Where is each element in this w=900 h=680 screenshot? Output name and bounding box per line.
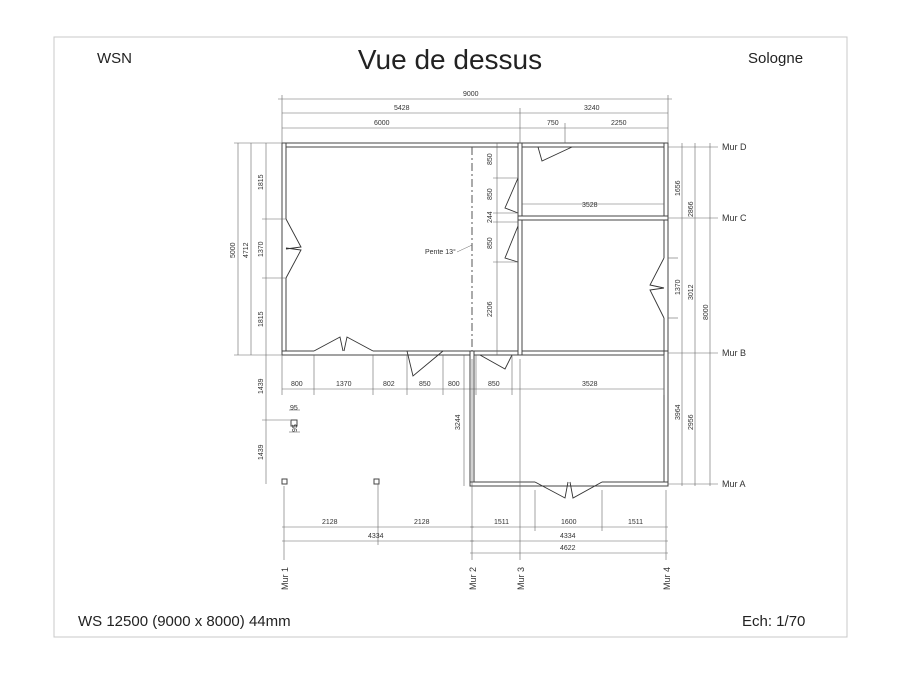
dim-802: 802 (383, 381, 395, 388)
dim-3964: 3964 (675, 404, 682, 420)
wall-d (282, 143, 668, 147)
label-mur-b: Mur B (722, 348, 747, 358)
openings (286, 147, 664, 498)
label-mur-a: Mur A (722, 479, 746, 489)
page-title: Vue de dessus (357, 44, 543, 75)
dim-1511-b: 1511 (628, 519, 644, 526)
dim-8000: 8000 (703, 304, 710, 320)
door-top (538, 147, 572, 161)
dim-850-d: 850 (419, 381, 431, 388)
brand-label: WSN (97, 50, 132, 67)
dim-1370-left: 1370 (258, 241, 265, 257)
dim-3528-bottom: 3528 (582, 381, 598, 388)
dim-9000: 9000 (463, 91, 479, 98)
dim-4712: 4712 (243, 242, 250, 258)
scale-label: Ech: 1/70 (742, 613, 806, 630)
dim-850-c: 850 (487, 237, 494, 249)
page-border (54, 37, 847, 637)
dim-850-b: 850 (487, 188, 494, 200)
dim-95-b: 95 (292, 424, 299, 432)
slope-note: Pente 13° (425, 249, 456, 256)
dim-2128-b: 2128 (414, 519, 430, 526)
dim-1370-b: 1370 (336, 381, 352, 388)
dim-850-e: 850 (488, 381, 500, 388)
dim-2206: 2206 (487, 301, 494, 317)
door-mur-b-right (480, 355, 512, 369)
dim-1656: 1656 (675, 180, 682, 196)
door-mur3-upper (505, 178, 518, 213)
label-mur-2: Mur 2 (468, 566, 478, 590)
dimension-lines (234, 95, 718, 560)
dim-2250: 2250 (611, 120, 627, 127)
label-mur-1: Mur 1 (280, 566, 290, 590)
dim-6000: 6000 (374, 120, 390, 127)
label-mur-4: Mur 4 (662, 566, 672, 590)
dim-2956: 2956 (688, 414, 695, 430)
dim-244: 244 (487, 211, 494, 223)
wall-3-partition (518, 143, 522, 355)
dim-800-a: 800 (291, 381, 303, 388)
dim-1439-a: 1439 (258, 378, 265, 394)
walls (282, 143, 668, 486)
wall-right-lower (664, 351, 668, 486)
label-mur-d: Mur D (722, 142, 747, 152)
dim-750: 750 (547, 120, 559, 127)
post-2 (374, 479, 379, 484)
dim-1511-a: 1511 (494, 519, 510, 526)
post-1 (282, 479, 287, 484)
dim-95-a: 95 (290, 405, 298, 412)
dim-1815-top: 1815 (258, 174, 265, 190)
label-mur-3: Mur 3 (516, 566, 526, 590)
dim-3528-top: 3528 (582, 202, 598, 209)
wall-right-upper (664, 143, 668, 355)
wall-labels (280, 142, 747, 590)
dim-800-b: 800 (448, 381, 460, 388)
dim-850-a: 850 (487, 153, 494, 165)
dim-4622: 4622 (560, 545, 576, 552)
dim-1439-b: 1439 (258, 444, 265, 460)
region-label: Sologne (748, 50, 804, 67)
dim-1600: 1600 (561, 519, 577, 526)
dim-2866: 2866 (688, 201, 695, 217)
dim-5428: 5428 (394, 105, 410, 112)
dim-4334-b: 4334 (560, 533, 576, 540)
dim-2128-a: 2128 (322, 519, 338, 526)
model-label: WS 12500 (9000 x 8000) 44mm (78, 613, 291, 630)
label-mur-c: Mur C (722, 213, 747, 223)
dim-3012: 3012 (688, 284, 695, 300)
dim-4334-a: 4334 (368, 533, 384, 540)
wall-c (518, 216, 668, 220)
dim-3244: 3244 (455, 414, 462, 430)
window-right (650, 258, 664, 318)
window-mur-b (314, 337, 373, 351)
door-mur3-lower (505, 226, 518, 262)
dim-3240: 3240 (584, 105, 600, 112)
dim-1370-right: 1370 (675, 279, 682, 295)
dim-1815-bottom: 1815 (258, 311, 265, 327)
dim-5000: 5000 (230, 242, 237, 258)
window-left (286, 219, 301, 278)
